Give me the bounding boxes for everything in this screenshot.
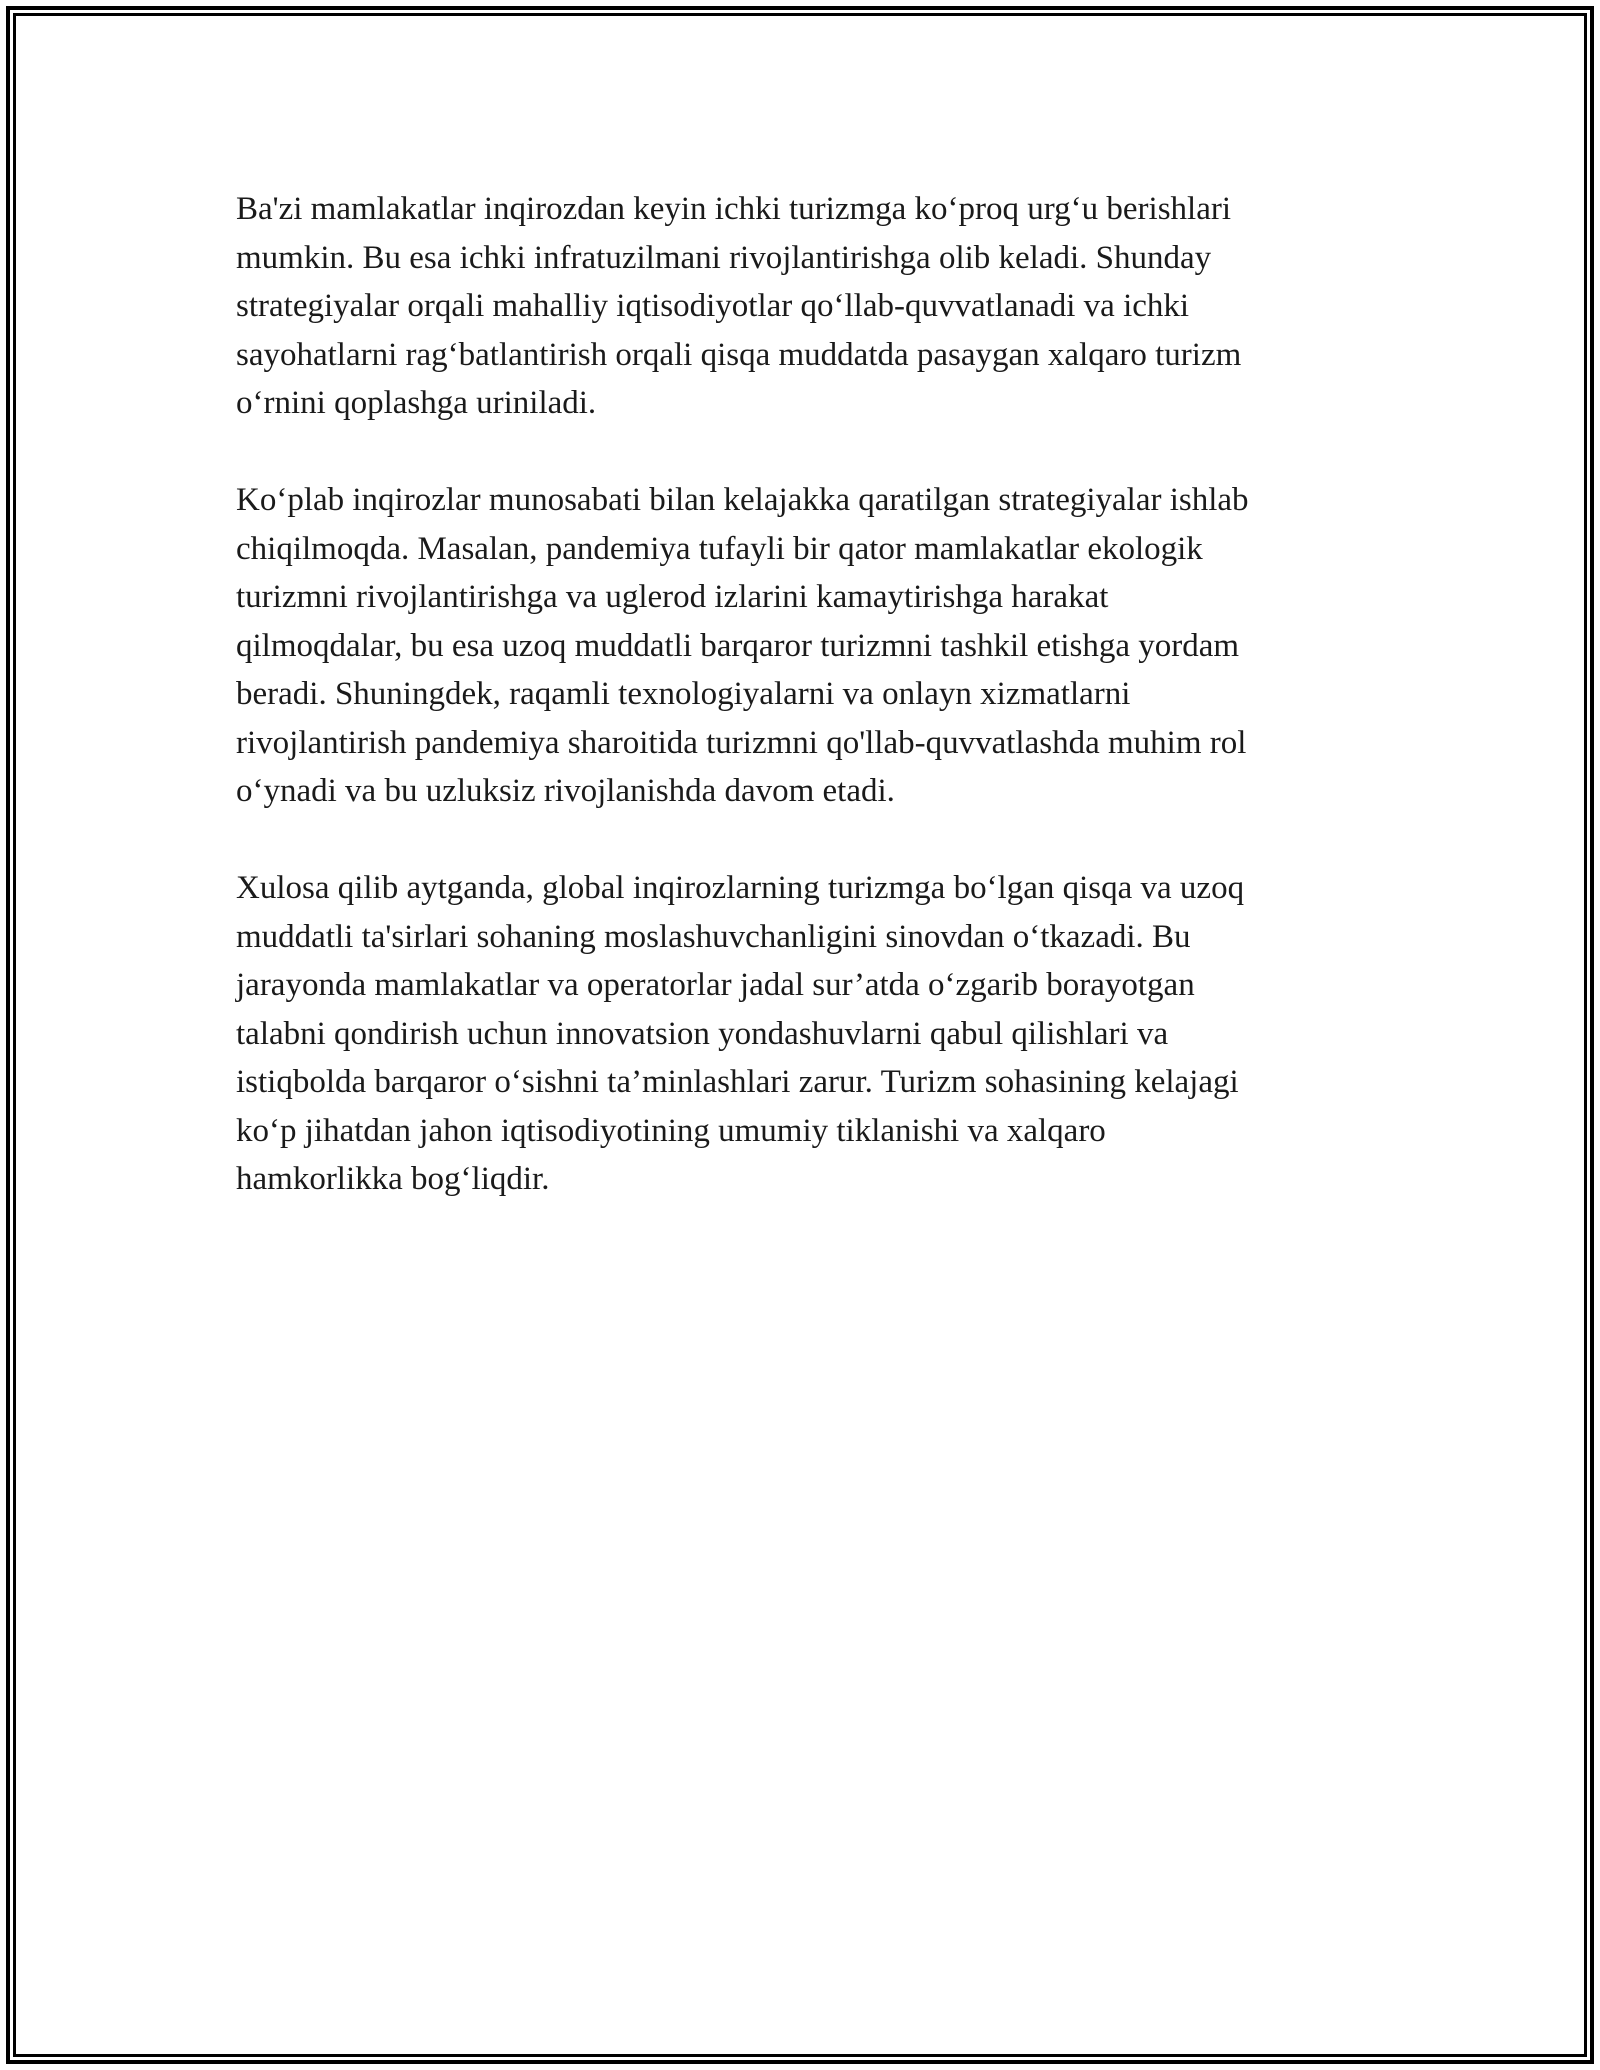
text-line: muddatli ta'sirlari sohaning moslashuvchanligini sinovdan o‘tkazadi. Bu [236, 918, 1191, 955]
text-line: ko‘p jihatdan jahon iqtisodiyotining umumiy tiklanishi va xalqaro [236, 1112, 1106, 1149]
paragraph-conclusion [236, 864, 1376, 1204]
text-line: sayohatlarni rag‘batlantirish orqali qisqa muddatda pasaygan xalqaro turizm [236, 336, 1242, 373]
text-line: o‘rnini qoplashga uriniladi. [236, 385, 597, 421]
text-line: hamkorlikka bog‘liqdir. [236, 1161, 550, 1197]
text-line: Ko‘plab inqirozlar munosabati bilan kelajakka qaratilgan strategiyalar ishlab [236, 482, 1249, 518]
text-line: istiqbolda barqaror o‘sishni ta’minlashlari zarur. Turizm sohasining kelajagi [236, 1064, 1239, 1100]
text-line: jarayonda mamlakatlar va operatorlar jadal sur’atda o‘zgarib borayotgan [236, 967, 1195, 1003]
text-line: talabni qondirish uchun innovatsion yondashuvlarni qabul qilishlari va [236, 1015, 1169, 1052]
text-line: chiqilmoqda. Masalan, pandemiya tufayli bir qator mamlakatlar ekologik [236, 530, 1203, 567]
text-line: qilmoqdalar, bu esa uzoq muddatli barqaror turizmni tashkil etishga yordam [236, 627, 1240, 664]
text-line: o‘ynadi va bu uzluksiz rivojlanishda davom etadi. [236, 773, 895, 809]
text-line: turizmni rivojlantirishga va uglerod izlarini kamaytirishga harakat [236, 579, 1109, 615]
paragraph-future-strategies [236, 476, 1376, 816]
text-line: rivojlantirish pandemiya sharoitida turizmni qo'llab-quvvatlashda muhim rol [236, 724, 1247, 761]
paragraph-domestic-tourism [236, 185, 1376, 428]
text-line: strategiyalar orqali mahalliy iqtisodiyotlar qo‘llab-quvvatlanadi va ichki [236, 288, 1190, 324]
document-body [236, 185, 1376, 1252]
text-line: Ba'zi mamlakatlar inqirozdan keyin ichki turizmga ko‘proq urg‘u berishlari [236, 191, 1232, 227]
text-line: Xulosa qilib aytganda, global inqirozlarning turizmga bo‘lgan qisqa va uzoq [236, 870, 1245, 906]
text-line: mumkin. Bu esa ichki infratuzilmani rivojlantirishga olib keladi. Shunday [236, 239, 1212, 276]
text-line: beradi. Shuningdek, raqamli texnologiyalarni va onlayn xizmatlarni [236, 676, 1131, 712]
